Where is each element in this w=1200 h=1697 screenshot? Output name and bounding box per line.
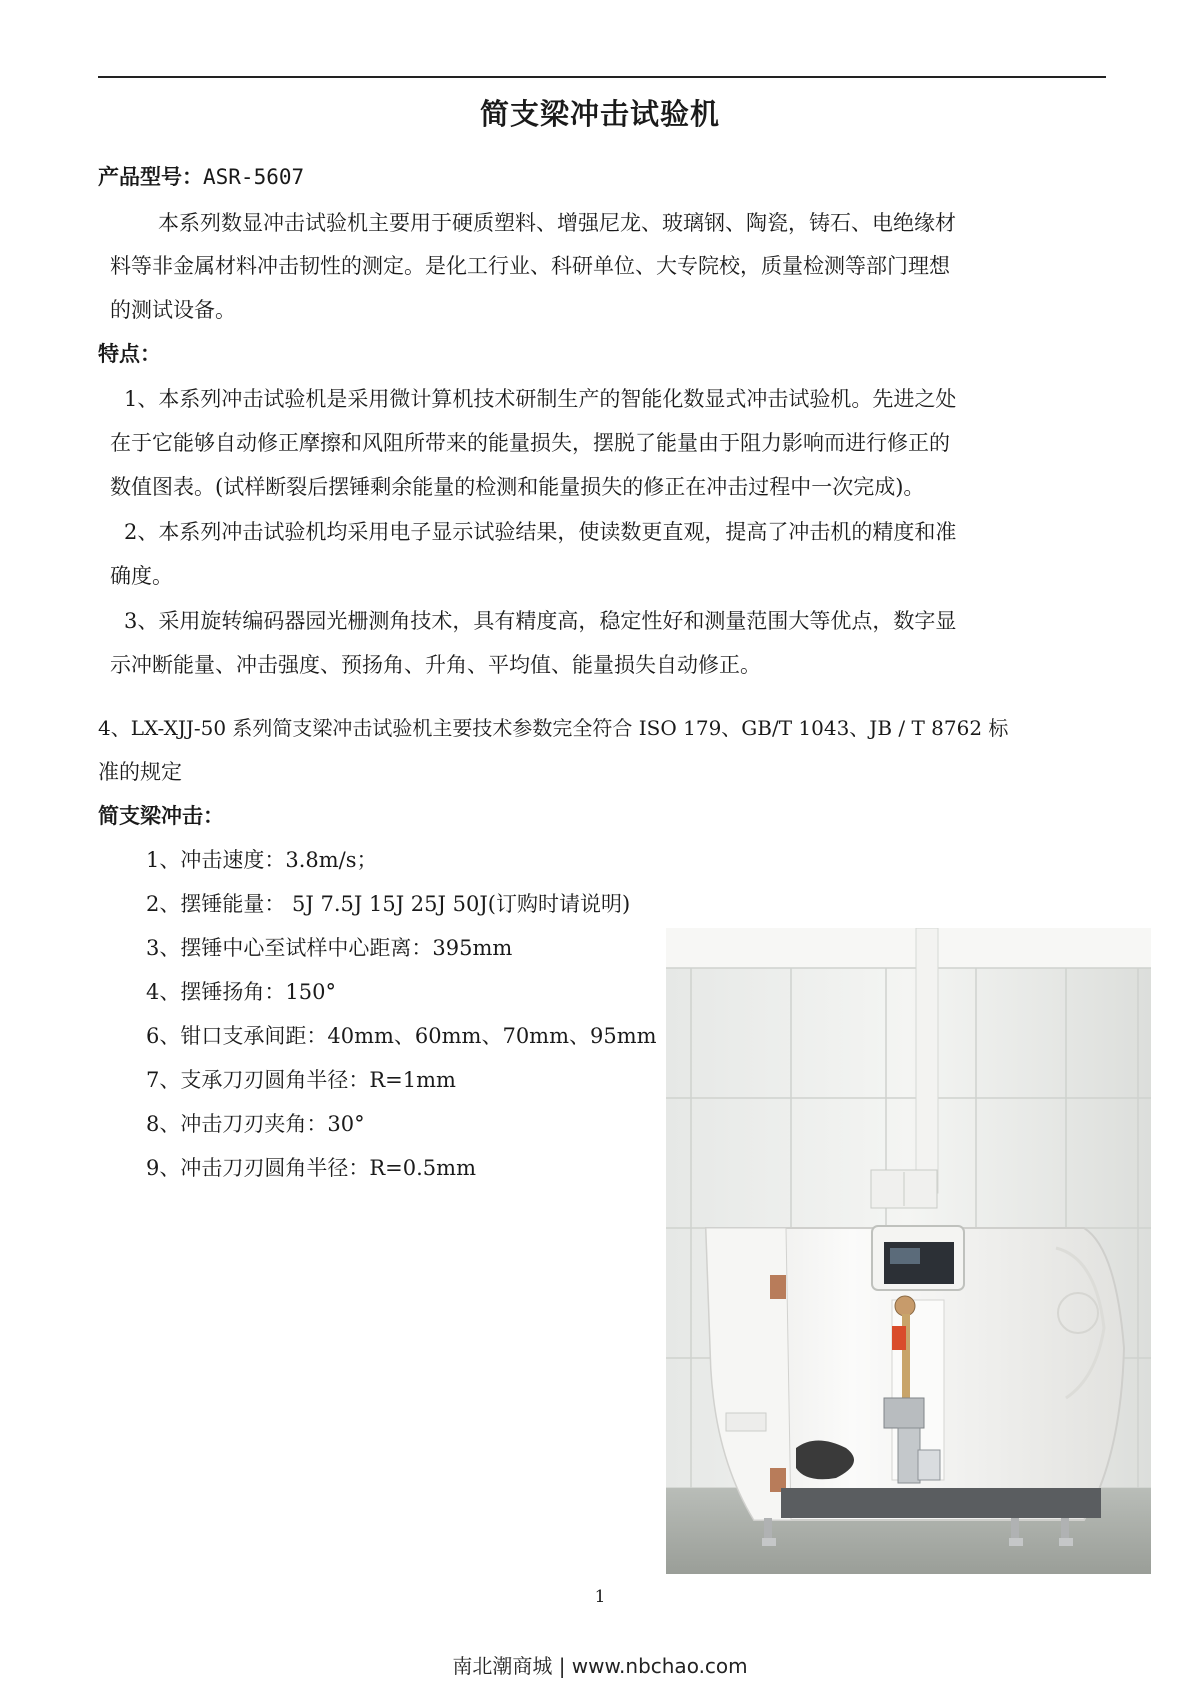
feature-line: 示冲断能量、冲击强度、预扬角、升角、平均值、能量损失自动修正。 xyxy=(110,653,761,677)
feature-line: 2、本系列冲击试验机均采用电子显示试验结果，使读数更直观，提高了冲击机的精度和准 xyxy=(124,520,957,544)
spec-item: 6、钳口支承间距：40mm、60mm、70mm、95mm xyxy=(146,1024,657,1048)
machine-base xyxy=(781,1488,1101,1518)
spec-item: 1、冲击速度：3.8m/s； xyxy=(146,848,378,872)
model-value: ASR-5607 xyxy=(203,165,305,189)
intro-line: 料等非金属材料冲击韧性的测定。是化工行业、科研单位、大专院校，质量检测等部门理想 xyxy=(110,254,950,278)
pendulum-hammer xyxy=(884,1398,924,1428)
footer-site: 南北潮商城 | www.nbchao.com xyxy=(452,1654,748,1678)
model-label: 产品型号： xyxy=(98,165,203,189)
page-title: 简支梁冲击试验机 xyxy=(479,97,720,131)
feature-line: 3、采用旋转编码器园光栅测角技术，具有精度高，稳定性好和测量范围大等优点，数字显 xyxy=(124,609,957,633)
intro-line: 的测试设备。 xyxy=(110,298,236,322)
feature-line: 数值图表。(试样断裂后摆锤剩余能量的检测和能量损失的修正在冲击过程中一次完成)。 xyxy=(110,475,925,499)
page-number: 1 xyxy=(594,1587,606,1607)
standard-line: 4、LX-XJJ-50 系列简支梁冲击试验机主要技术参数完全符合 ISO 179、GB/T 1043、JB / T 8762 标 xyxy=(98,716,1009,740)
spec-item: 3、摆锤中心至试样中心距离：395mm xyxy=(146,936,513,960)
specs-heading: 简支梁冲击： xyxy=(98,804,224,828)
header-rule xyxy=(98,76,1106,78)
spec-item: 8、冲击刀刃夹角：30° xyxy=(146,1112,365,1136)
spec-item: 7、支承刀刃圆角半径：R=1mm xyxy=(146,1068,456,1092)
features-heading: 特点： xyxy=(98,342,161,366)
spec-item: 4、摆锤扬角：150° xyxy=(146,980,336,1004)
intro-line: 本系列数显冲击试验机主要用于硬质塑料、增强尼龙、玻璃钢、陶瓷，铸石、电绝缘材 xyxy=(158,211,956,235)
hinge-icon xyxy=(770,1275,786,1299)
feature-line: 1、本系列冲击试验机是采用微计算机技术研制生产的智能化数显式冲击试验机。先进之处 xyxy=(124,387,957,411)
model-line xyxy=(98,161,304,191)
standard-line: 准的规定 xyxy=(98,760,182,784)
feature-line: 确度。 xyxy=(110,564,173,588)
pendulum-pivot xyxy=(895,1296,915,1316)
spec-item: 9、冲击刀刃圆角半径：R=0.5mm xyxy=(146,1156,476,1180)
spec-item: 2、摆锤能量： 5J 7.5J 15J 25J 50J(订购时请说明) xyxy=(146,892,631,916)
product-photo xyxy=(666,928,1151,1574)
feature-line: 在于它能够自动修正摩擦和风阻所带来的能量损失，摆脱了能量由于阻力影响而进行修正的 xyxy=(110,431,950,455)
